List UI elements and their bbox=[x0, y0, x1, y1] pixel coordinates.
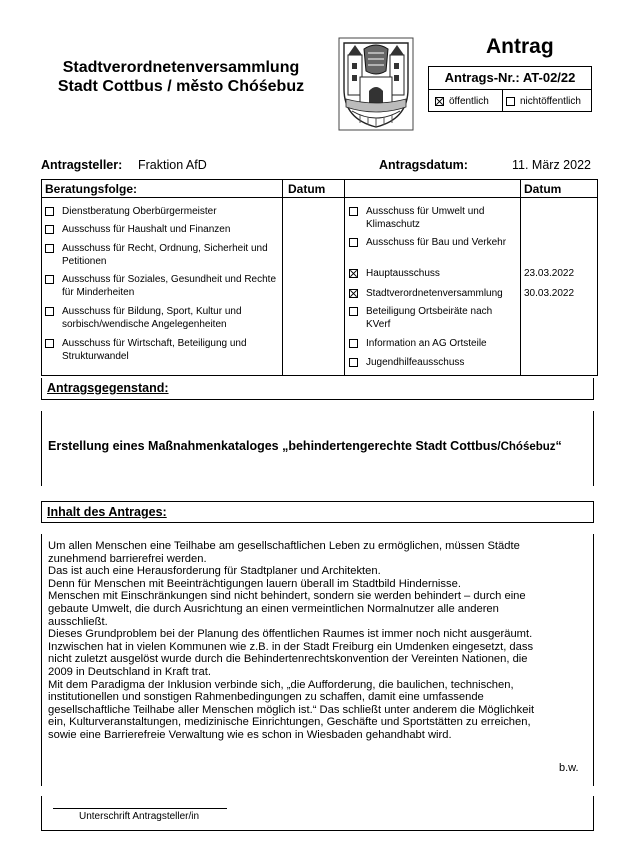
consultation-item-label: Ausschuss für Soziales, Gesundheit und Rechte für Minderheiten bbox=[62, 274, 277, 298]
content-line: Menschen mit Einschränkungen sind nicht behindert, sondern sie werden behindert – durch eine bbox=[48, 590, 526, 603]
consultation-item bbox=[349, 306, 517, 331]
consultation-item bbox=[349, 206, 517, 231]
applicant-label: Antragsteller: bbox=[41, 158, 123, 172]
table-divider-2 bbox=[344, 179, 345, 376]
public-option[interactable] bbox=[435, 96, 489, 107]
consultation-item-label: Information an AG Ortsteile bbox=[366, 338, 487, 349]
consultation-item-label: Jugendhilfeausschuss bbox=[366, 357, 465, 368]
org-line-1: Stadtverordnetenversammlung bbox=[62, 59, 300, 76]
city-coat-of-arms bbox=[338, 37, 414, 131]
content-line: ein, Kulturveranstaltungen, medizinische Einrichtungen, Geschäfte und Sportstätten zu erreichen, bbox=[48, 716, 531, 729]
date-label: Antragsdatum: bbox=[379, 158, 468, 172]
visibility-divider bbox=[502, 89, 503, 112]
consultation-item bbox=[45, 306, 277, 331]
content-line: ausschließt. bbox=[48, 615, 108, 628]
content-line: Um allen Menschen eine Teilhabe am gesellschaftlichen Leben zu ermöglichen, müssen Städte bbox=[48, 540, 520, 552]
applicant-value: Fraktion AfD bbox=[138, 158, 207, 172]
consultation-checkbox[interactable] bbox=[349, 269, 358, 278]
organization-name bbox=[40, 58, 322, 96]
signature-line bbox=[53, 808, 227, 809]
datum-heading-right: Datum bbox=[524, 182, 562, 196]
content-line: Inzwischen hat in vielen Kommunen wie z.B. in der Stadt Freiburg ein Umdenken eingesetzt, dass bbox=[48, 640, 534, 653]
consultation-date: 23.03.2022 bbox=[524, 268, 575, 279]
consultation-heading: Beratungsfolge: bbox=[45, 182, 138, 196]
consultation-checkbox[interactable] bbox=[45, 207, 54, 216]
content-line: gebaute Umwelt, die durch Ausrichtung an einen vermeintlichen Normalnutzer alle anderen bbox=[48, 602, 499, 615]
table-header-rule bbox=[41, 197, 598, 198]
document-type-title: Antrag bbox=[486, 35, 554, 58]
consultation-item bbox=[45, 243, 277, 268]
consultation-item bbox=[349, 237, 517, 250]
subject-text bbox=[48, 439, 562, 453]
consultation-item bbox=[349, 288, 517, 301]
consultation-item bbox=[45, 206, 277, 219]
datum-heading-left: Datum bbox=[288, 182, 326, 196]
consultation-checkbox[interactable] bbox=[45, 225, 54, 234]
subject-text-end: “ bbox=[555, 439, 562, 453]
consultation-item bbox=[349, 357, 517, 370]
consultation-item-label: Beteiligung Ortsbeiräte nach KVerf bbox=[366, 306, 493, 330]
consultation-item-label: Stadtverordnetenversammlung bbox=[366, 288, 503, 299]
table-divider-3 bbox=[520, 179, 521, 376]
consultation-checkbox[interactable] bbox=[349, 358, 358, 367]
nonpublic-label: nichtöffentlich bbox=[520, 95, 581, 107]
consultation-item-label: Ausschuss für Bildung, Sport, Kultur und sorbisch/wendische Angelegenheiten bbox=[62, 306, 242, 330]
public-label: öffentlich bbox=[449, 95, 489, 107]
table-divider-1 bbox=[282, 179, 283, 376]
consultation-checkbox[interactable] bbox=[349, 207, 358, 216]
content-line: nicht zuletzt ausgelöst wurde durch die Behindertenrechtskonvention der Vereinten Nationen, die bbox=[48, 653, 528, 666]
consultation-item bbox=[45, 338, 277, 363]
content-line: Das ist auch eine Herausforderung für Stadtplaner und Architekten. bbox=[48, 565, 381, 578]
consultation-date: 30.03.2022 bbox=[524, 288, 575, 299]
content-line: Denn für Menschen mit Beeinträchtigungen lauern überall im Stadtbild Hindernisse. bbox=[48, 577, 461, 590]
application-number: Antrags-Nr.: AT-02/22 bbox=[429, 67, 591, 90]
content-line: Dieses Grundproblem bei der Planung des öffentlichen Raumes ist immer noch nicht ausgeräumt. bbox=[48, 628, 533, 641]
turn-over-note: b.w. bbox=[559, 762, 579, 774]
consultation-checkbox[interactable] bbox=[45, 307, 54, 316]
consultation-checkbox[interactable] bbox=[349, 238, 358, 247]
application-number-box bbox=[428, 66, 592, 112]
consultation-item bbox=[45, 224, 277, 237]
consultation-checkbox[interactable] bbox=[349, 339, 358, 348]
org-line-2: Stadt Cottbus / město Chóśebuz bbox=[57, 78, 305, 95]
content-line: gesellschaftliche Teilhabe aller Menschen möglich ist.“ Das schließt unter anderem die Möglichkeit bbox=[48, 703, 535, 716]
consultation-item-label: Ausschuss für Bau und Verkehr bbox=[366, 237, 507, 248]
consultation-item-label: Ausschuss für Haushalt und Finanzen bbox=[62, 224, 231, 235]
content-line: zunehmend barrierefrei werden. bbox=[48, 552, 207, 565]
consultation-checkbox[interactable] bbox=[349, 307, 358, 316]
consultation-item-label: Dienstberatung Oberbürgermeister bbox=[62, 206, 217, 217]
consultation-item bbox=[45, 274, 277, 299]
consultation-item bbox=[349, 338, 517, 351]
consultation-item-label: Ausschuss für Umwelt und Klimaschutz bbox=[366, 206, 485, 230]
visibility-options bbox=[429, 90, 591, 112]
consultation-item-label: Ausschuss für Recht, Ordnung, Sicherheit und Petitionen bbox=[62, 243, 268, 267]
nonpublic-checkbox[interactable] bbox=[506, 97, 515, 106]
consultation-checkbox[interactable] bbox=[45, 244, 54, 253]
content-line: sowie eine Barrierefreie Verwaltung wie es schon in Wiesbaden gehandhabt wird. bbox=[48, 728, 452, 741]
content-line: Mit dem Paradigma der Inklusion verbinde sich, „die Aufforderung, die baulichen, technischen, bbox=[48, 678, 514, 691]
content-line: 2009 in Deutschland in Kraft trat. bbox=[48, 665, 211, 678]
content-line: institutionellen und sonstigen Rahmenbedingungen zu schaffen, damit eine umfassende bbox=[48, 691, 484, 704]
date-value: 11. März 2022 bbox=[512, 158, 591, 172]
subject-text-main: Erstellung eines Maßnahmenkataloges „behindertengerechte Stadt Cottbus bbox=[48, 439, 498, 453]
consultation-checkbox[interactable] bbox=[45, 275, 54, 284]
consultation-checkbox[interactable] bbox=[45, 339, 54, 348]
public-checkbox[interactable] bbox=[435, 97, 444, 106]
subject-heading: Antragsgegenstand: bbox=[47, 381, 169, 395]
content-body bbox=[48, 540, 578, 742]
consultation-checkbox[interactable] bbox=[349, 289, 358, 298]
consultation-item-label: Ausschuss für Wirtschaft, Beteiligung und Strukturwandel bbox=[62, 338, 247, 362]
consultation-item-label: Hauptausschuss bbox=[366, 268, 440, 279]
subject-text-small: /Chóśebuz bbox=[497, 441, 556, 453]
signature-label: Unterschrift Antragsteller/in bbox=[79, 811, 200, 822]
nonpublic-option[interactable] bbox=[506, 96, 581, 107]
content-heading: Inhalt des Antrages: bbox=[47, 505, 167, 519]
consultation-item bbox=[349, 268, 517, 281]
